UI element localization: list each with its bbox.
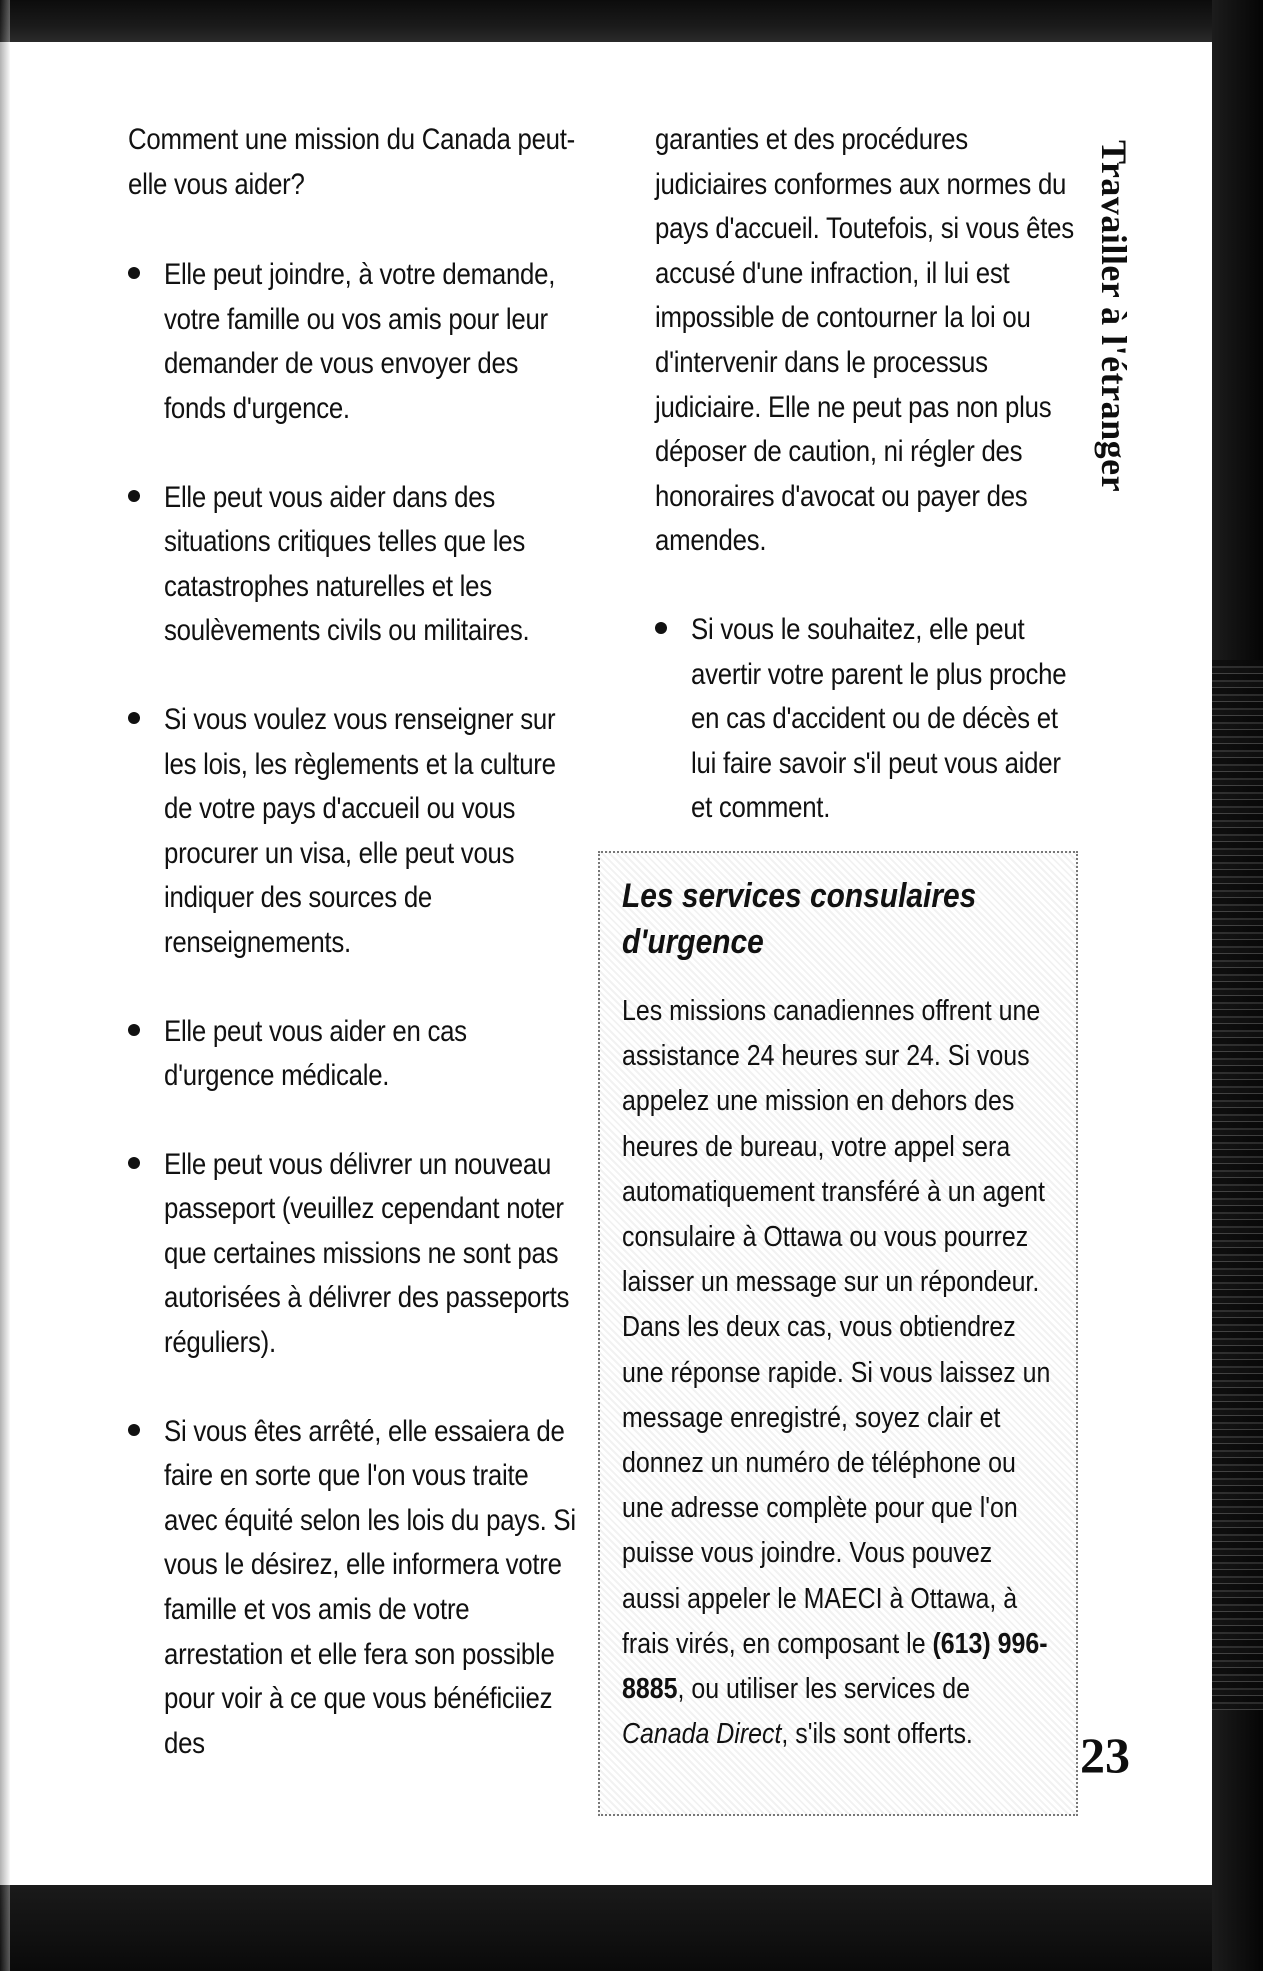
box-title: Les services consulaires d'urgence: [622, 877, 977, 961]
bullet-icon: [128, 1424, 140, 1436]
box-text: [622, 989, 1053, 1757]
scan-border-bottom: [0, 1885, 1263, 1971]
intro-question: Comment une mission du Canada peut-elle vous aider?: [128, 123, 576, 201]
bullet-icon: [128, 1157, 140, 1169]
scan-border-top: [0, 0, 1263, 42]
list-item: [128, 1010, 583, 1099]
list-item: [655, 608, 1075, 831]
list-item: [128, 476, 583, 654]
list-item-text: Si vous voulez vous renseigner sur les lois, les règlements et la culture de votre pays d'accueil ou vous procurer un visa, elle peut vous indiquer des sources de renseignements.: [164, 702, 556, 959]
box-text-part2: , ou utiliser les services de: [677, 1673, 970, 1706]
emergency-services-box: [598, 851, 1078, 1816]
service-name: Canada Direct: [622, 1718, 782, 1751]
scan-border-left: [0, 0, 10, 1971]
list-item: [128, 253, 583, 431]
help-list: [128, 253, 583, 1766]
right-column: [655, 118, 1075, 875]
left-column: [128, 118, 583, 1810]
box-text-part3: , s'ils sont offerts.: [781, 1718, 973, 1751]
phone-number: (613) 996-8885: [622, 1627, 1048, 1706]
list-item: [128, 1143, 583, 1366]
list-item: [128, 698, 583, 966]
help-list-continued: [655, 608, 1075, 831]
bullet-icon: [128, 267, 140, 279]
bullet-icon: [655, 622, 667, 634]
page-number: 23: [1080, 1727, 1130, 1783]
list-item-text: Elle peut vous délivrer un nouveau passeport (veuillez cependant noter que certaines missions ne sont pas autorisées à délivrer des passeports réguliers).: [164, 1147, 570, 1360]
list-item-text: Elle peut vous aider en cas d'urgence médicale.: [164, 1014, 467, 1093]
scan-border-right-texture: [1212, 660, 1263, 1710]
list-item-text: Elle peut vous aider dans des situations critiques telles que les catastrophes naturelles et les soulèvements civils ou militaires.: [164, 480, 530, 648]
list-item: [128, 1410, 583, 1767]
bullet-icon: [128, 712, 140, 724]
bullet-icon: [128, 490, 140, 502]
list-item-text: Si vous êtes arrêté, elle essaiera de faire en sorte que l'on vous traite avec équité selon les lois du pays. Si vous le désirez, elle informera votre famille et vos amis de votre arrestation et elle fera son possible pour voir à ce que vous bénéficiiez des: [164, 1414, 576, 1760]
bullet-icon: [128, 1024, 140, 1036]
running-head: Travailler à l'étranger: [1094, 140, 1134, 493]
continued-text: garanties et des procédures judiciaires conformes aux normes du pays d'accueil. Toutefois, si vous êtes accusé d'une infraction, il lui est impossible de contourner la loi ou d'intervenir dans le processus judiciaire. Elle ne peut pas non plus déposer de caution, ni régler des honoraires d'avocat ou payer des amendes.: [655, 123, 1074, 558]
list-item-text: Si vous le souhaitez, elle peut avertir votre parent le plus proche en cas d'accident ou de décès et lui faire savoir s'il peut vous aider et comment.: [691, 612, 1067, 825]
box-text-part1: Les missions canadiennes offrent une assistance 24 heures sur 24. Si vous appelez une mission en dehors des heures de bureau, votre appel sera automatiquement transféré à un agent consulaire à Ottawa ou vous pourrez laisser un message sur un répondeur. Dans les deux cas, vous obtiendrez une réponse rapide. Si vous laissez un message enregistré, soyez clair et donnez un numéro de téléphone ou une adresse complète pour que l'on puisse vous joindre. Vous pouvez aussi appeler le MAECI à Ottawa, à frais virés, en composant le: [622, 995, 1051, 1660]
list-item-text: Elle peut joindre, à votre demande, votre famille ou vos amis pour leur demander de vous envoyer des fonds d'urgence.: [164, 258, 556, 425]
